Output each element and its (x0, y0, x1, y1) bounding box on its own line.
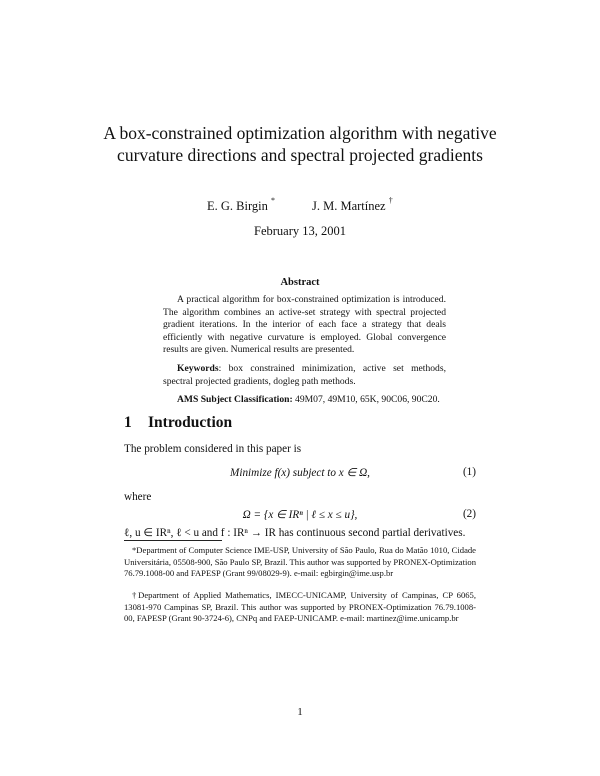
equation-2-number: (2) (462, 508, 476, 520)
paper-date: February 13, 2001 (254, 224, 346, 238)
equation-1-number: (1) (462, 466, 476, 478)
footnote-rule (124, 540, 222, 541)
equation-2-body: Ω = {x ∈ IRⁿ | ℓ ≤ x ≤ u}, (242, 509, 358, 521)
keywords-text: : box constrained minimization, active set methods, spectral projected gradients, dogleg path methods. (163, 362, 446, 387)
condition-text: ℓ, u ∈ IRⁿ, ℓ < u and f : IRⁿ → IR has continuous second partial derivatives. (124, 527, 466, 539)
ams-label: AMS Subject Classification: (177, 394, 293, 406)
footnote-1-text: *Department of Computer Science IME-USP, University of São Paulo, Rua do Matão 1010, Cidade Universitária, 05508-900, São Paulo SP, Brazil. This author was supported by PRONEX-Optimization 76.79.1008-00 and FAPESP (Grant 99/08029-9). e-mail: egbirgin@ime.usp.br (124, 545, 476, 579)
ams-text: 49M07, 49M10, 65K, 90C06, 90C20. (292, 394, 440, 406)
abstract-heading: Abstract (280, 277, 320, 288)
abstract-text: A practical algorithm for box-constrained optimization is introduced. The algorithm combines an active-set strategy with spectral projected gradient iterations. In the interior of each face a strategy that deals efficiently with negative curvature is employed. Global convergence results are given. Numerical results are presented. (163, 294, 446, 356)
footnote-2 (124, 590, 476, 625)
footnote-1 (124, 545, 476, 580)
equation-1-body: Minimize f(x) subject to x ∈ Ω, (230, 467, 370, 479)
intro-paragraph: The problem considered in this paper is (124, 443, 302, 455)
author-1 (207, 198, 275, 214)
paper-title: A box-constrained optimization algorithm with negative curvature directions and spectral projected gradients (103, 123, 497, 165)
keywords-label: Keywords (177, 362, 219, 374)
section-title: Introduction (148, 414, 233, 431)
author-1-name: E. G. Birgin (207, 199, 268, 214)
section-heading (124, 414, 232, 432)
page-number: 1 (297, 706, 303, 718)
abstract-body (163, 294, 446, 407)
author-2-name: J. M. Martínez (312, 199, 386, 214)
author-2-mark: † (388, 196, 393, 205)
ams-classification (163, 394, 446, 407)
where-text: where (124, 491, 152, 503)
section-number: 1 (124, 414, 132, 431)
keywords (163, 363, 446, 388)
author-1-mark: * (271, 196, 276, 205)
author-2 (312, 198, 393, 214)
footnote-2-text: †Department of Applied Mathematics, IMECC-UNICAMP, University of Campinas, CP 6065, 13081-970 Campinas SP, Brazil. This author was supported by PRONEX-Optimization 76.79.1008-00, FAPESP (Grant 90-3724-6), CNPq and FAEP-UNICAMP. e-mail: martinez@ime.unicamp.br (124, 590, 476, 624)
